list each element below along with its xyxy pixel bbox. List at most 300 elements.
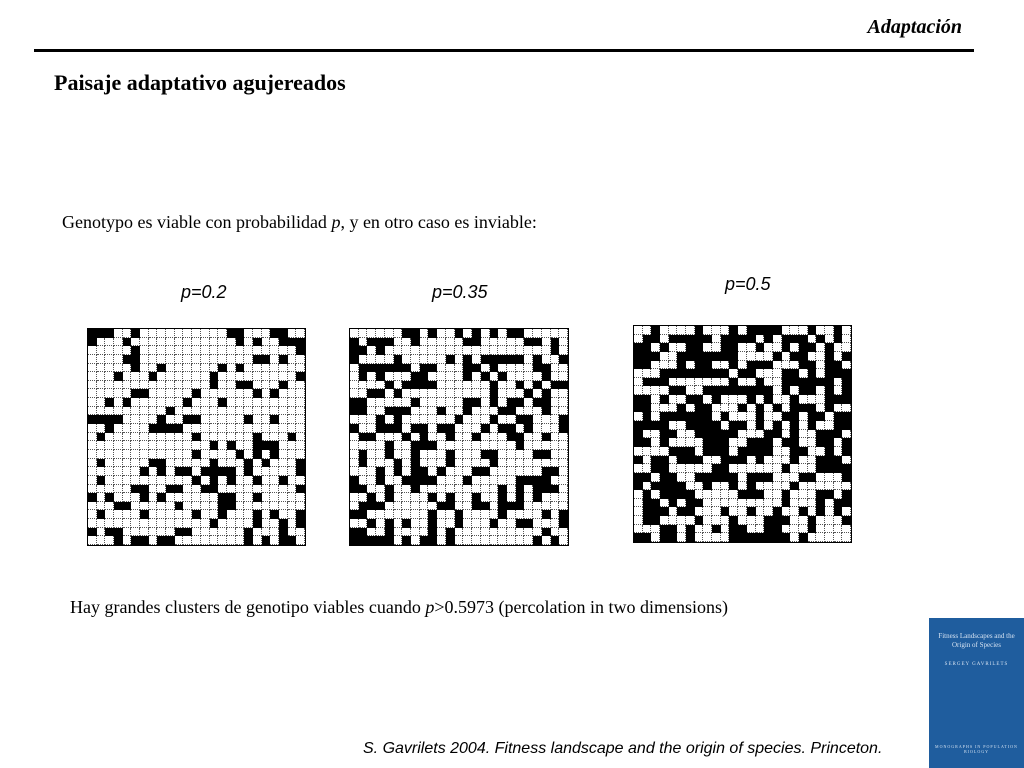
- lattice-site: [183, 502, 192, 511]
- lattice-site: [472, 536, 481, 545]
- lattice-site: [516, 441, 525, 450]
- lattice-site: [175, 424, 184, 433]
- lattice-site: [808, 507, 817, 516]
- lattice-site: [790, 361, 799, 370]
- lattice-site: [385, 459, 394, 468]
- lattice-site: [385, 502, 394, 511]
- lattice-site: [394, 433, 403, 442]
- lattice-site: [446, 467, 455, 476]
- lattice-site: [262, 355, 271, 364]
- lattice-site: [756, 456, 765, 465]
- lattice-site: [123, 338, 132, 347]
- lattice-site: [782, 516, 791, 525]
- lattice-site: [695, 499, 704, 508]
- lattice-site: [97, 528, 106, 537]
- lattice-site: [677, 447, 686, 456]
- lattice-site: [551, 364, 560, 373]
- lattice-site: [695, 482, 704, 491]
- lattice-site: [210, 485, 219, 494]
- lattice-site: [559, 485, 568, 494]
- lattice-site: [97, 364, 106, 373]
- lattice-site: [651, 525, 660, 534]
- lattice-site: [498, 485, 507, 494]
- lattice-site: [253, 355, 262, 364]
- lattice-site: [516, 346, 525, 355]
- lattice-site: [747, 378, 756, 387]
- lattice-site: [533, 536, 542, 545]
- lattice-site: [279, 329, 288, 338]
- lattice-site: [350, 459, 359, 468]
- lattice-site: [516, 407, 525, 416]
- lattice-site: [686, 482, 695, 491]
- lattice-site: [729, 490, 738, 499]
- lattice-site: [279, 424, 288, 433]
- lattice-site: [97, 346, 106, 355]
- lattice-site: [782, 361, 791, 370]
- lattice-site: [175, 346, 184, 355]
- lattice-site: [183, 381, 192, 390]
- lattice-site: [97, 433, 106, 442]
- lattice-site: [288, 424, 297, 433]
- lattice-site: [446, 424, 455, 433]
- lattice-site: [490, 407, 499, 416]
- lattice-site: [123, 398, 132, 407]
- lattice-site: [481, 536, 490, 545]
- lattice-site: [105, 398, 114, 407]
- lattice-site: [634, 464, 643, 473]
- lattice-site: [747, 326, 756, 335]
- lattice-site: [507, 372, 516, 381]
- lattice-site: [764, 447, 773, 456]
- lattice-site: [677, 464, 686, 473]
- lattice-site: [729, 404, 738, 413]
- lattice-site: [123, 433, 132, 442]
- lattice-site: [175, 415, 184, 424]
- lattice-site: [350, 407, 359, 416]
- lattice-site: [703, 369, 712, 378]
- lattice-site: [463, 433, 472, 442]
- lattice-site: [236, 355, 245, 364]
- lattice-site: [359, 459, 368, 468]
- lattice-site: [385, 519, 394, 528]
- lattice-site: [834, 438, 843, 447]
- lattice-site: [244, 536, 253, 545]
- lattice-site: [542, 528, 551, 537]
- lattice-site: [524, 502, 533, 511]
- lattice-site: [842, 516, 851, 525]
- section-title: Adaptación: [867, 16, 962, 38]
- lattice-site: [782, 352, 791, 361]
- lattice-site: [428, 459, 437, 468]
- lattice-site: [183, 519, 192, 528]
- lattice-site: [253, 485, 262, 494]
- lattice-site: [446, 476, 455, 485]
- percolation-grid-p02: [87, 328, 306, 546]
- lattice-site: [166, 536, 175, 545]
- lattice-site: [402, 364, 411, 373]
- lattice-site: [703, 430, 712, 439]
- lattice-site: [773, 464, 782, 473]
- lattice-site: [402, 476, 411, 485]
- lattice-site: [524, 467, 533, 476]
- lattice-site: [114, 510, 123, 519]
- lattice-site: [428, 485, 437, 494]
- lattice-site: [183, 338, 192, 347]
- lattice-site: [703, 395, 712, 404]
- lattice-site: [411, 441, 420, 450]
- lattice-site: [236, 346, 245, 355]
- lattice-site: [296, 510, 305, 519]
- lattice-site: [651, 499, 660, 508]
- lattice-site: [764, 490, 773, 499]
- lattice-site: [192, 536, 201, 545]
- lattice-site: [218, 528, 227, 537]
- lattice-site: [738, 499, 747, 508]
- lattice-site: [808, 326, 817, 335]
- lattice-site: [350, 519, 359, 528]
- lattice-site: [756, 533, 765, 542]
- lattice-site: [651, 404, 660, 413]
- lattice-site: [703, 404, 712, 413]
- lattice-site: [359, 415, 368, 424]
- lattice-site: [463, 519, 472, 528]
- lattice-site: [634, 412, 643, 421]
- lattice-site: [270, 528, 279, 537]
- lattice-site: [634, 395, 643, 404]
- lattice-site: [385, 415, 394, 424]
- lattice-site: [773, 404, 782, 413]
- lattice-site: [149, 433, 158, 442]
- lattice-site: [420, 433, 429, 442]
- lattice-site: [669, 361, 678, 370]
- lattice-site: [695, 525, 704, 534]
- lattice-site: [437, 502, 446, 511]
- lattice-site: [385, 433, 394, 442]
- lattice-site: [773, 421, 782, 430]
- lattice-site: [428, 338, 437, 347]
- lattice-site: [97, 467, 106, 476]
- lattice-site: [721, 490, 730, 499]
- lattice-site: [651, 430, 660, 439]
- lattice-site: [773, 507, 782, 516]
- lattice-site: [738, 447, 747, 456]
- lattice-site: [498, 493, 507, 502]
- lattice-site: [296, 389, 305, 398]
- lattice-site: [367, 502, 376, 511]
- lattice-site: [411, 415, 420, 424]
- lattice-site: [97, 338, 106, 347]
- lattice-site: [533, 502, 542, 511]
- lattice-site: [507, 467, 516, 476]
- lattice-site: [463, 485, 472, 494]
- lattice-site: [643, 533, 652, 542]
- lattice-site: [402, 510, 411, 519]
- lattice-site: [669, 378, 678, 387]
- lattice-site: [201, 450, 210, 459]
- lattice-site: [695, 438, 704, 447]
- lattice-site: [524, 459, 533, 468]
- lattice-site: [201, 355, 210, 364]
- lattice-site: [394, 528, 403, 537]
- lattice-site: [411, 407, 420, 416]
- lattice-site: [394, 450, 403, 459]
- lattice-site: [279, 476, 288, 485]
- lattice-site: [773, 361, 782, 370]
- lattice-site: [455, 528, 464, 537]
- lattice-site: [669, 473, 678, 482]
- lattice-site: [542, 519, 551, 528]
- lattice-site: [236, 459, 245, 468]
- lattice-site: [651, 533, 660, 542]
- lattice-site: [411, 502, 420, 511]
- lattice-site: [157, 459, 166, 468]
- lattice-site: [773, 456, 782, 465]
- lattice-site: [359, 338, 368, 347]
- lattice-site: [677, 507, 686, 516]
- lattice-site: [394, 398, 403, 407]
- lattice-site: [712, 361, 721, 370]
- lattice-site: [166, 433, 175, 442]
- lattice-site: [123, 424, 132, 433]
- lattice-site: [542, 407, 551, 416]
- lattice-site: [756, 386, 765, 395]
- lattice-site: [790, 369, 799, 378]
- lattice-site: [790, 438, 799, 447]
- lattice-site: [498, 519, 507, 528]
- lattice-site: [551, 398, 560, 407]
- lattice-site: [842, 378, 851, 387]
- lattice-site: [738, 533, 747, 542]
- lattice-site: [140, 346, 149, 355]
- lattice-site: [244, 338, 253, 347]
- lattice-site: [834, 499, 843, 508]
- lattice-site: [201, 407, 210, 416]
- lattice-site: [542, 502, 551, 511]
- lattice-site: [253, 346, 262, 355]
- lattice-site: [808, 438, 817, 447]
- lattice-site: [385, 338, 394, 347]
- lattice-site: [516, 485, 525, 494]
- lattice-site: [721, 533, 730, 542]
- lattice-site: [559, 381, 568, 390]
- lattice-site: [394, 510, 403, 519]
- lattice-site: [288, 528, 297, 537]
- lattice-site: [551, 528, 560, 537]
- lattice-site: [842, 335, 851, 344]
- lattice-site: [88, 433, 97, 442]
- lattice-site: [712, 447, 721, 456]
- lattice-site: [816, 499, 825, 508]
- lattice-site: [816, 473, 825, 482]
- lattice-site: [183, 441, 192, 450]
- lattice-site: [834, 335, 843, 344]
- lattice-site: [808, 412, 817, 421]
- lattice-site: [123, 346, 132, 355]
- lattice-site: [210, 389, 219, 398]
- lattice-site: [721, 464, 730, 473]
- lattice-site: [712, 482, 721, 491]
- lattice-site: [764, 533, 773, 542]
- lattice-site: [428, 364, 437, 373]
- lattice-site: [166, 346, 175, 355]
- lattice-site: [747, 352, 756, 361]
- lattice-site: [420, 424, 429, 433]
- lattice-site: [166, 510, 175, 519]
- lattice-site: [842, 369, 851, 378]
- lattice-site: [773, 369, 782, 378]
- lattice-site: [367, 415, 376, 424]
- lattice-site: [703, 473, 712, 482]
- lattice-site: [660, 343, 669, 352]
- lattice-site: [712, 386, 721, 395]
- lattice-site: [507, 510, 516, 519]
- lattice-site: [288, 407, 297, 416]
- lattice-site: [551, 502, 560, 511]
- lattice-site: [507, 415, 516, 424]
- lattice-site: [446, 519, 455, 528]
- lattice-site: [105, 424, 114, 433]
- lattice-site: [533, 329, 542, 338]
- lattice-site: [97, 536, 106, 545]
- lattice-site: [88, 502, 97, 511]
- lattice-site: [842, 386, 851, 395]
- lattice-site: [88, 476, 97, 485]
- lattice-site: [446, 493, 455, 502]
- lattice-site: [834, 430, 843, 439]
- lattice-site: [166, 493, 175, 502]
- lattice-site: [428, 433, 437, 442]
- lattice-site: [816, 464, 825, 473]
- lattice-site: [262, 338, 271, 347]
- lattice-site: [114, 338, 123, 347]
- lattice-site: [279, 355, 288, 364]
- lattice-site: [288, 381, 297, 390]
- lattice-site: [446, 381, 455, 390]
- lattice-site: [253, 441, 262, 450]
- lattice-site: [270, 355, 279, 364]
- lattice-site: [114, 329, 123, 338]
- lattice-site: [411, 536, 420, 545]
- lattice-site: [394, 441, 403, 450]
- lattice-site: [175, 459, 184, 468]
- lattice-site: [773, 447, 782, 456]
- lattice-site: [472, 346, 481, 355]
- lattice-site: [516, 528, 525, 537]
- lattice-site: [157, 450, 166, 459]
- lattice-site: [738, 395, 747, 404]
- statement-text-end: , y en otro caso es inviable:: [340, 212, 537, 232]
- lattice-site: [244, 346, 253, 355]
- lattice-site: [669, 456, 678, 465]
- lattice-site: [105, 364, 114, 373]
- lattice-site: [686, 326, 695, 335]
- lattice-site: [516, 398, 525, 407]
- lattice-site: [799, 490, 808, 499]
- lattice-site: [218, 459, 227, 468]
- lattice-site: [88, 424, 97, 433]
- lattice-site: [703, 516, 712, 525]
- lattice-site: [712, 499, 721, 508]
- lattice-site: [634, 516, 643, 525]
- lattice-site: [376, 459, 385, 468]
- lattice-site: [175, 407, 184, 416]
- lattice-site: [756, 412, 765, 421]
- lattice-site: [288, 389, 297, 398]
- lattice-site: [756, 499, 765, 508]
- lattice-site: [816, 533, 825, 542]
- lattice-site: [686, 447, 695, 456]
- lattice-site: [651, 438, 660, 447]
- lattice-site: [472, 502, 481, 511]
- lattice-site: [227, 467, 236, 476]
- lattice-site: [105, 502, 114, 511]
- lattice-site: [140, 441, 149, 450]
- lattice-site: [498, 476, 507, 485]
- lattice-site: [227, 329, 236, 338]
- lattice-site: [192, 381, 201, 390]
- lattice-site: [262, 364, 271, 373]
- lattice-site: [262, 424, 271, 433]
- lattice-site: [463, 459, 472, 468]
- lattice-site: [385, 485, 394, 494]
- lattice-site: [516, 372, 525, 381]
- lattice-site: [551, 510, 560, 519]
- lattice-site: [747, 507, 756, 516]
- lattice-site: [420, 476, 429, 485]
- lattice-site: [721, 352, 730, 361]
- lattice-site: [651, 516, 660, 525]
- lattice-site: [481, 329, 490, 338]
- lattice-site: [157, 519, 166, 528]
- lattice-site: [764, 326, 773, 335]
- lattice-site: [210, 476, 219, 485]
- lattice-site: [175, 389, 184, 398]
- lattice-site: [507, 329, 516, 338]
- lattice-site: [703, 326, 712, 335]
- lattice-site: [253, 528, 262, 537]
- lattice-site: [262, 415, 271, 424]
- lattice-site: [210, 329, 219, 338]
- lattice-site: [790, 378, 799, 387]
- lattice-site: [227, 407, 236, 416]
- lattice-site: [472, 329, 481, 338]
- lattice-site: [227, 493, 236, 502]
- lattice-site: [463, 407, 472, 416]
- lattice-site: [559, 536, 568, 545]
- lattice-site: [114, 441, 123, 450]
- lattice-site: [244, 459, 253, 468]
- lattice-site: [201, 338, 210, 347]
- lattice-site: [686, 473, 695, 482]
- lattice-site: [166, 441, 175, 450]
- lattice-site: [279, 450, 288, 459]
- lattice-site: [764, 464, 773, 473]
- lattice-site: [105, 415, 114, 424]
- lattice-site: [507, 355, 516, 364]
- lattice-site: [218, 364, 227, 373]
- lattice-site: [455, 364, 464, 373]
- lattice-site: [367, 329, 376, 338]
- lattice-site: [729, 438, 738, 447]
- lattice-site: [695, 369, 704, 378]
- lattice-site: [834, 525, 843, 534]
- lattice-site: [703, 343, 712, 352]
- lattice-site: [551, 415, 560, 424]
- lattice-site: [157, 424, 166, 433]
- lattice-site: [288, 536, 297, 545]
- lattice-site: [227, 398, 236, 407]
- lattice-site: [105, 441, 114, 450]
